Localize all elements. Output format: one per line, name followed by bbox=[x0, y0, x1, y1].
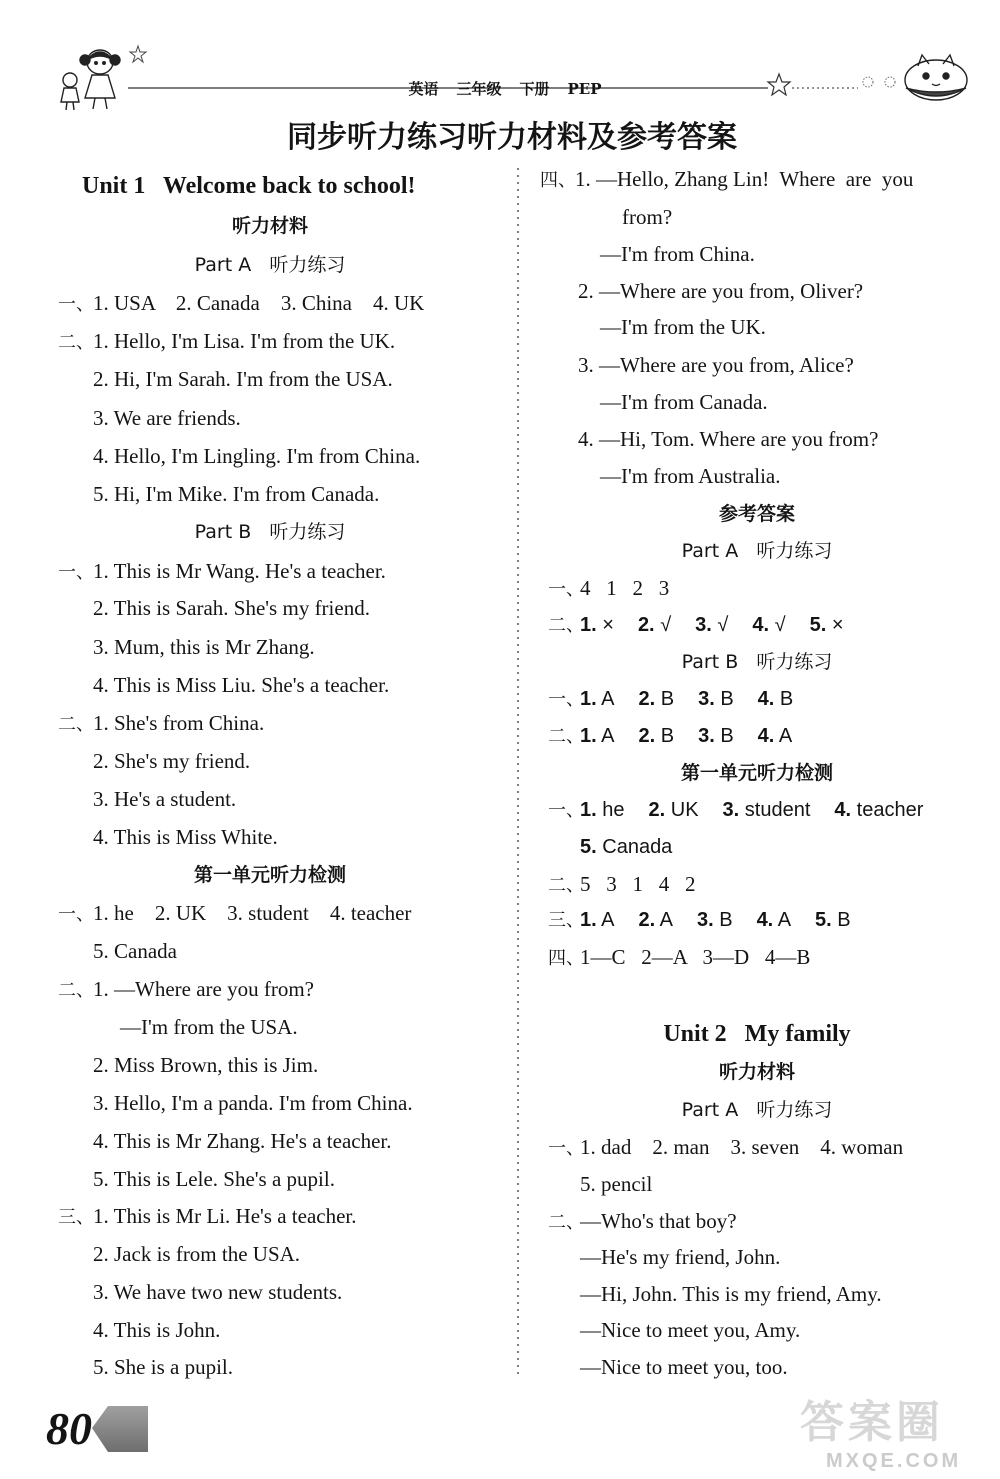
section-number: 一、 bbox=[58, 904, 94, 925]
answer-test-heading: 第一单元听力检测 bbox=[680, 762, 833, 784]
answer-line bbox=[548, 945, 810, 971]
answer-item bbox=[580, 614, 614, 636]
watermark-site: MXQE.COM bbox=[826, 1450, 962, 1472]
answer-value: B bbox=[720, 688, 734, 710]
question-number: 5. bbox=[809, 614, 827, 636]
answer-value: teacher bbox=[856, 799, 924, 821]
volume-label: 下册 bbox=[519, 80, 550, 98]
question-number: 1. bbox=[580, 799, 597, 821]
exercise-line: 2. Hi, I'm Sarah. I'm from the USA. bbox=[93, 367, 393, 391]
answer-item bbox=[580, 799, 625, 821]
exercise-line: 2. Jack is from the USA. bbox=[93, 1242, 301, 1266]
exercise-line: 5. Hi, I'm Mike. I'm from Canada. bbox=[93, 482, 380, 506]
answer-value: √ bbox=[717, 614, 729, 636]
exercise-line: —I'm from China. bbox=[600, 242, 755, 266]
section-number: 一、 bbox=[58, 294, 94, 315]
line-text: 1. USA 2. Canada 3. China 4. UK bbox=[93, 291, 425, 315]
answer-line bbox=[548, 576, 669, 602]
section-number: 二、 bbox=[548, 875, 584, 896]
exercise-line bbox=[58, 559, 386, 585]
section-number: 二、 bbox=[548, 615, 584, 636]
exercise-line bbox=[58, 329, 395, 355]
exercise-line bbox=[58, 291, 424, 317]
unit1-part-b-heading: Part B 听力练习 bbox=[194, 521, 346, 543]
exercise-line bbox=[58, 711, 264, 737]
answer-item bbox=[810, 614, 844, 636]
column-divider bbox=[514, 168, 522, 1374]
exercise-line bbox=[548, 1135, 903, 1161]
book-info bbox=[398, 62, 620, 98]
line-text: —Who's that boy? bbox=[580, 1209, 737, 1233]
answer-item bbox=[580, 725, 614, 747]
girl-cartoon-icon bbox=[61, 50, 120, 110]
dotted-circle bbox=[863, 77, 873, 87]
section-number: 三、 bbox=[548, 910, 584, 931]
answer-item bbox=[698, 688, 734, 710]
unit2-part-a-heading: Part A 听力练习 bbox=[681, 1099, 833, 1121]
exercise-line bbox=[58, 977, 314, 1003]
section-number: 二、 bbox=[548, 726, 584, 747]
exercise-line: 2. This is Sarah. She's my friend. bbox=[93, 596, 370, 620]
answer-items bbox=[580, 725, 816, 747]
exercise-line bbox=[58, 1204, 357, 1230]
answer-item bbox=[758, 725, 792, 747]
exercise-line: from? bbox=[622, 205, 673, 229]
line-text: 1. he 2. UK 3. student 4. teacher bbox=[93, 901, 412, 925]
answer-item bbox=[723, 799, 811, 821]
exercise-line: —He's my friend, John. bbox=[580, 1245, 781, 1269]
answer-value: √ bbox=[774, 614, 786, 636]
unit1-test-heading: 第一单元听力检测 bbox=[193, 864, 346, 886]
answer-value: A bbox=[777, 909, 792, 931]
exercise-line bbox=[58, 901, 411, 927]
answer-item bbox=[698, 725, 734, 747]
answer-line bbox=[548, 872, 696, 898]
page-title: 同步听力练习听力材料及参考答案 bbox=[287, 120, 737, 155]
answer-item bbox=[815, 909, 851, 931]
section-number: 四、 bbox=[548, 948, 584, 969]
line-text: 1. Hello, I'm Lisa. I'm from the UK. bbox=[93, 329, 396, 353]
answer-items bbox=[580, 614, 868, 636]
question-number: 3. bbox=[722, 799, 740, 821]
watermark-logo: 答案圈 bbox=[800, 1397, 944, 1448]
question-number: 1. bbox=[580, 688, 597, 710]
exercise-line bbox=[540, 167, 913, 193]
exercise-line: 3. We are friends. bbox=[93, 406, 241, 430]
question-number: 5. bbox=[815, 909, 832, 931]
exercise-line: —Hi, John. This is my friend, Amy. bbox=[580, 1282, 882, 1306]
answer-value: √ bbox=[660, 614, 672, 636]
exercise-line: 5. This is Lele. She's a pupil. bbox=[93, 1167, 335, 1191]
exercise-line: —Nice to meet you, Amy. bbox=[580, 1318, 801, 1342]
section-number: 一、 bbox=[58, 562, 94, 583]
exercise-line: 3. We have two new students. bbox=[93, 1280, 343, 1304]
answer-text: 4 1 2 3 bbox=[580, 576, 670, 600]
answer-item bbox=[757, 909, 791, 931]
line-text: 1. —Where are you from? bbox=[93, 977, 314, 1001]
line-text: 1. She's from China. bbox=[93, 711, 265, 735]
question-number: 1. bbox=[580, 909, 597, 931]
answer-key-heading: 参考答案 bbox=[718, 503, 795, 525]
page-number: 80 bbox=[46, 1403, 92, 1454]
section-number: 二、 bbox=[58, 714, 94, 735]
answer-line bbox=[548, 908, 875, 933]
line-text: 1. This is Mr Wang. He's a teacher. bbox=[93, 559, 386, 583]
header-decoration bbox=[0, 0, 1000, 118]
answer-line bbox=[548, 724, 816, 749]
dotted-circle bbox=[885, 77, 895, 87]
answer-value: B bbox=[720, 725, 734, 747]
section-number: 一、 bbox=[548, 800, 584, 821]
answer-value: B bbox=[719, 909, 733, 931]
answer-part-a-heading: Part A 听力练习 bbox=[681, 540, 833, 562]
exercise-line: 5. Canada bbox=[93, 939, 177, 963]
answer-item bbox=[649, 799, 699, 821]
star-icon bbox=[768, 74, 790, 95]
unit1-title: Unit 1 Welcome back to school! bbox=[82, 173, 416, 199]
question-number: 4. bbox=[756, 909, 774, 931]
answer-value: B bbox=[837, 909, 851, 931]
exercise-line: 3. Hello, I'm a panda. I'm from China. bbox=[93, 1091, 413, 1115]
question-number: 1. bbox=[580, 725, 597, 747]
answer-value: UK bbox=[670, 799, 699, 821]
question-number: 3. bbox=[698, 725, 715, 747]
answer-value: A bbox=[778, 725, 793, 747]
exercise-line: 3. Mum, this is Mr Zhang. bbox=[93, 635, 315, 659]
exercise-line: 2. She's my friend. bbox=[93, 749, 251, 773]
section-number: 一、 bbox=[548, 689, 584, 710]
section-number: 二、 bbox=[58, 332, 94, 353]
answer-value: A bbox=[601, 909, 615, 931]
question-number: 5. bbox=[580, 836, 597, 858]
answer-item bbox=[580, 836, 672, 858]
answer-item bbox=[834, 799, 923, 821]
star-icon bbox=[130, 46, 146, 62]
exercise-line: —Nice to meet you, too. bbox=[580, 1355, 788, 1379]
question-number: 2. bbox=[638, 688, 656, 710]
unit1-part-a-heading: Part A 听力练习 bbox=[194, 254, 346, 276]
question-number: 1. bbox=[580, 614, 597, 636]
exercise-line: 4. This is John. bbox=[93, 1318, 221, 1342]
question-number: 4. bbox=[757, 688, 775, 710]
question-number: 2. bbox=[637, 614, 655, 636]
answer-items bbox=[580, 688, 817, 710]
answer-item bbox=[695, 614, 728, 636]
exercise-line: 5. She is a pupil. bbox=[93, 1355, 233, 1379]
grade-label: 三年级 bbox=[456, 80, 502, 98]
section-number: 四、 bbox=[540, 170, 576, 191]
answer-item bbox=[638, 909, 672, 931]
edition-label: PEP bbox=[567, 80, 602, 98]
answer-text: 5 3 1 4 2 bbox=[580, 872, 696, 896]
answer-value: × bbox=[831, 614, 844, 636]
question-number: 3. bbox=[698, 688, 715, 710]
answer-value: A bbox=[601, 688, 615, 710]
answer-line bbox=[548, 798, 947, 823]
question-number: 4. bbox=[757, 725, 775, 747]
answer-items bbox=[580, 799, 947, 821]
exercise-line: 4. This is Miss Liu. She's a teacher. bbox=[93, 673, 390, 697]
unit1-materials-heading: 听力材料 bbox=[231, 215, 308, 237]
unit2-materials-heading: 听力材料 bbox=[718, 1061, 795, 1083]
exercise-line: 2. —Where are you from, Oliver? bbox=[578, 279, 864, 303]
question-number: 3. bbox=[695, 614, 712, 636]
exercise-line: 5. pencil bbox=[580, 1172, 653, 1196]
answer-value: A bbox=[659, 909, 673, 931]
answer-items bbox=[580, 909, 875, 931]
answer-item bbox=[638, 725, 674, 747]
question-number: 2. bbox=[648, 799, 666, 821]
answer-item bbox=[580, 909, 614, 931]
exercise-line: 3. He's a student. bbox=[93, 787, 237, 811]
section-number: 三、 bbox=[58, 1207, 94, 1228]
answer-value: student bbox=[744, 799, 811, 821]
question-number: 2. bbox=[638, 909, 656, 931]
question-number: 4. bbox=[834, 799, 852, 821]
answer-text: 1—C 2—A 3—D 4—B bbox=[580, 945, 811, 969]
answer-line bbox=[548, 613, 868, 638]
question-number: 2. bbox=[638, 725, 656, 747]
answer-item bbox=[758, 688, 794, 710]
page-tab-arrow-icon bbox=[90, 1402, 152, 1456]
question-number: 3. bbox=[696, 909, 714, 931]
answer-value: B bbox=[660, 725, 675, 747]
answer-value: B bbox=[660, 688, 675, 710]
question-number: 4. bbox=[752, 614, 770, 636]
exercise-line: 2. Miss Brown, this is Jim. bbox=[93, 1053, 319, 1077]
line-text: 1. This is Mr Li. He's a teacher. bbox=[93, 1204, 357, 1228]
animal-cartoon-icon bbox=[905, 55, 967, 100]
answer-item bbox=[697, 909, 733, 931]
section-number: 一、 bbox=[548, 579, 584, 600]
exercise-line bbox=[548, 1209, 737, 1235]
exercise-line: —I'm from Australia. bbox=[600, 464, 781, 488]
answer-item bbox=[752, 614, 785, 636]
answer-item bbox=[638, 614, 671, 636]
exercise-line: —I'm from the UK. bbox=[600, 315, 766, 339]
answer-line bbox=[580, 835, 696, 859]
answer-line bbox=[548, 687, 817, 712]
answer-value: Canada bbox=[602, 836, 673, 858]
unit2-title: Unit 2 My family bbox=[663, 1021, 851, 1047]
answer-item bbox=[580, 688, 614, 710]
line-text: 1. —Hello, Zhang Lin! Where are you bbox=[575, 167, 914, 191]
line-text: 1. dad 2. man 3. seven 4. woman bbox=[580, 1135, 904, 1159]
exercise-line: 4. This is Mr Zhang. He's a teacher. bbox=[93, 1129, 392, 1153]
exercise-line: 4. This is Miss White. bbox=[93, 825, 278, 849]
exercise-line: 4. —Hi, Tom. Where are you from? bbox=[578, 427, 879, 451]
answer-part-b-heading: Part B 听力练习 bbox=[681, 651, 833, 673]
section-number: 二、 bbox=[58, 980, 94, 1001]
exercise-line: 3. —Where are you from, Alice? bbox=[578, 353, 854, 377]
answer-value: A bbox=[601, 725, 615, 747]
answer-value: × bbox=[602, 614, 614, 636]
subject-label: 英语 bbox=[408, 80, 439, 98]
section-number: 一、 bbox=[548, 1138, 584, 1159]
answer-value: B bbox=[779, 688, 794, 710]
answer-items bbox=[580, 836, 696, 858]
exercise-line: 4. Hello, I'm Lingling. I'm from China. bbox=[93, 444, 421, 468]
section-number: 二、 bbox=[548, 1212, 584, 1233]
exercise-line: —I'm from the USA. bbox=[120, 1015, 298, 1039]
answer-value: he bbox=[602, 799, 625, 821]
exercise-line: —I'm from Canada. bbox=[600, 390, 768, 414]
answer-item bbox=[638, 688, 674, 710]
